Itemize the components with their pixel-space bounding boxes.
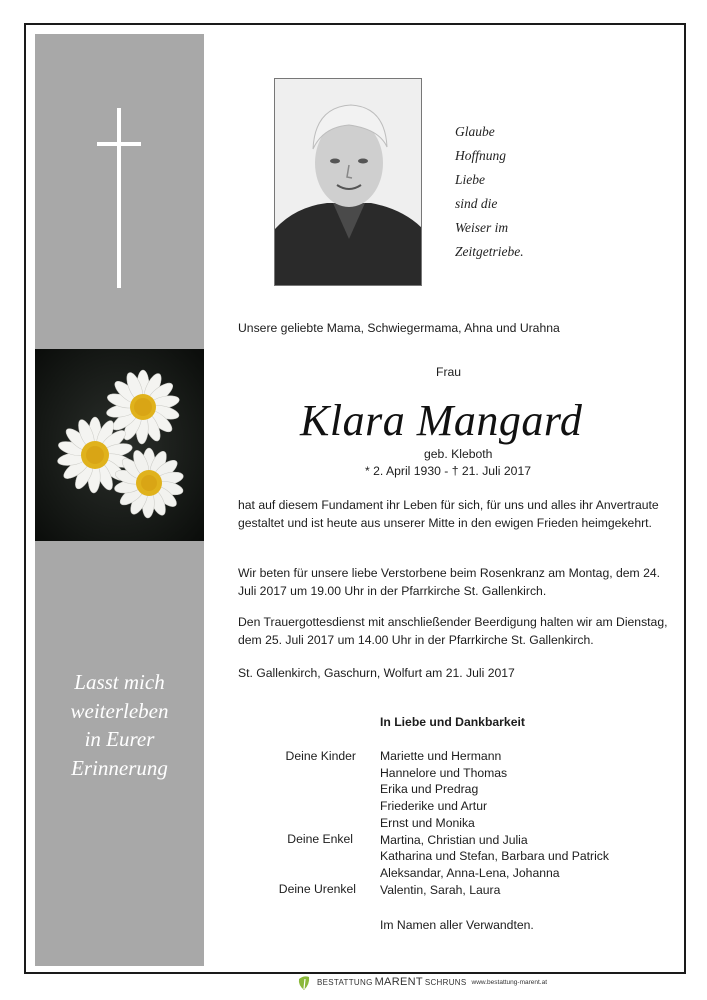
grandchildren-label: Deine Enkel: [287, 832, 353, 846]
footer-brand-suffix: SCHRUNS: [424, 977, 467, 987]
cross-icon: [97, 108, 141, 288]
side-quote: [35, 668, 204, 782]
deceased-name: Klara Mangard: [300, 396, 583, 445]
paragraph: Wir beten für unsere liebe Verstorbene beim Rosenkranz am Montag, dem 24. Juli 2017 um 19.00 Uhr in der Pfarrkirche St. Gallenkirch.: [238, 566, 661, 598]
side-quote-line: in Eurer: [84, 727, 155, 751]
footer-brand-prefix: BESTATTUNG: [317, 977, 373, 987]
relatives-list: [380, 748, 609, 898]
leaf-logo-icon: [296, 973, 312, 991]
poem-line: Hoffnung: [455, 148, 507, 163]
closing-text: Im Namen aller Verwandten.: [380, 918, 534, 932]
relative-names: Valentin, Sarah, Laura: [380, 882, 501, 897]
poem-line: Zeitgetriebe.: [455, 244, 524, 259]
paragraph: hat auf diesem Fundament ihr Leben für sich, für uns und alles ihr Anvertraute gestaltet und ist heute aus unserer Mitte in den ewigen Frieden heimgekehrt.: [238, 498, 659, 530]
relative-names: Friederike und Artur: [380, 799, 488, 814]
footer-url[interactable]: www.bestattung-marent.at: [471, 978, 548, 986]
relative-names: Katharina und Stefan, Barbara und Patrick: [380, 849, 609, 864]
salutation: Frau: [436, 365, 462, 379]
birth-name: geb. Kleboth: [424, 447, 493, 461]
relative-names: Ernst und Monika: [380, 815, 475, 830]
life-dates: * 2. April 1930 - † 21. Juli 2017: [365, 464, 531, 478]
relative-names: Martina, Christian und Julia: [380, 832, 528, 847]
poem-line: sind die: [455, 196, 498, 211]
intro-text: Unsere geliebte Mama, Schwiegermama, Ahna und Urahna: [238, 321, 560, 335]
side-quote-line: Erinnerung: [71, 755, 168, 780]
poem-line: Liebe: [455, 172, 485, 187]
poem: [455, 120, 524, 264]
side-quote-line: weiterleben: [70, 698, 169, 723]
portrait-photo: [274, 78, 422, 286]
footer: [296, 972, 547, 992]
thanks-heading: In Liebe und Dankbarkeit: [380, 715, 525, 729]
place-date: St. Gallenkirch, Gaschurn, Wolfurt am 21. Juli 2017: [238, 666, 515, 680]
paragraph: Den Trauergottesdienst mit anschließender Beerdigung halten wir am Dienstag, dem 25. Juli 2017 um 14.00 Uhr in der Pfarrkirche St. Gallenkirch.: [238, 615, 668, 647]
children-label: Deine Kinder: [285, 749, 356, 763]
relative-names: Aleksandar, Anna-Lena, Johanna: [380, 865, 560, 880]
daisy-photo: [35, 349, 204, 541]
relative-names: Hannelore und Thomas: [380, 765, 508, 780]
footer-brand-name: MARENT: [374, 976, 423, 988]
relative-names: Erika und Predrag: [380, 782, 479, 797]
poem-line: Glaube: [455, 124, 495, 139]
side-quote-line: Lasst mich: [74, 670, 165, 694]
relative-names: Mariette und Hermann: [380, 749, 502, 763]
poem-line: Weiser im: [455, 220, 509, 235]
great-grandchildren-label: Deine Urenkel: [278, 882, 356, 896]
